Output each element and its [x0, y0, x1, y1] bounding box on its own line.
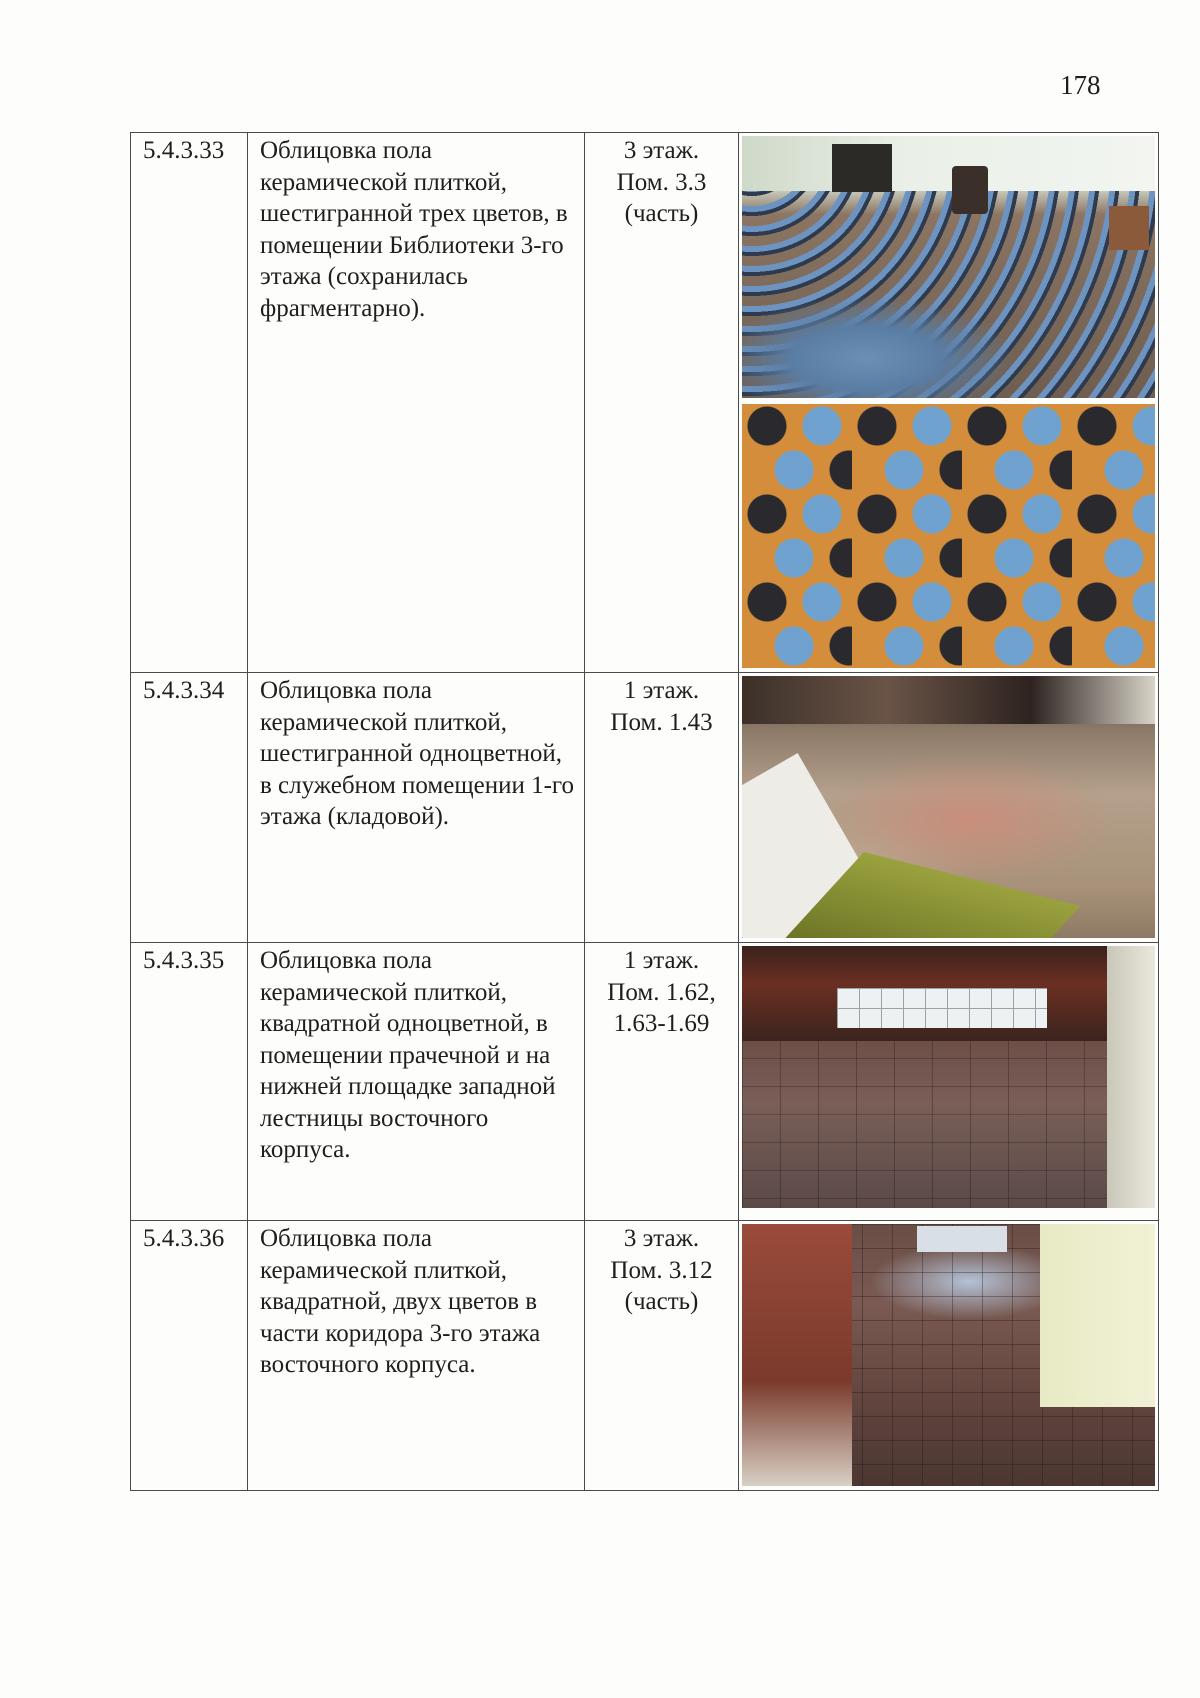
item-location: [585, 133, 739, 673]
item-location: [585, 943, 739, 1221]
table-row: [131, 673, 1159, 943]
location-room: Пом. 1.62,: [607, 978, 716, 1006]
location-note: (часть): [624, 1288, 699, 1315]
item-description: Облицовка пола керамической плиткой, квадратной, двух цветов в части коридора 3-го этажа восточного корпуса.: [248, 1221, 585, 1491]
storeroom-floor-photo: [742, 676, 1155, 938]
location-note: (часть): [624, 200, 699, 227]
location-floor: 3 этаж.: [623, 1225, 700, 1252]
table-row: [131, 133, 1159, 673]
item-photos: [739, 1221, 1159, 1491]
item-location: [585, 1221, 739, 1491]
location-floor: 1 этаж.: [623, 947, 700, 974]
location-room: Пом. 1.43: [610, 708, 713, 736]
item-photos: [739, 133, 1159, 673]
page-number: 178: [1060, 70, 1101, 100]
location-note: 1.63-1.69: [613, 1010, 710, 1037]
heritage-elements-table: [130, 132, 1159, 1491]
table-row: [131, 1221, 1159, 1491]
corridor-floor-photo: [742, 1224, 1155, 1486]
item-number: 5.4.3.36: [131, 1221, 248, 1491]
item-number: 5.4.3.35: [131, 943, 248, 1221]
hexagon-tile-closeup-photo: [742, 404, 1155, 668]
item-description: Облицовка пола керамической плиткой, шестигранной трех цветов, в помещении Библиотеки 3-го этажа (сохранилась фрагментарно).: [248, 133, 585, 673]
location-room: Пом. 3.12: [610, 1256, 713, 1284]
item-photos: [739, 943, 1159, 1221]
location-floor: 3 этаж.: [623, 137, 700, 164]
item-description: Облицовка пола керамической плиткой, шестигранной одноцветной, в служебном помещении 1-го этажа (кладовой).: [248, 673, 585, 943]
laundry-floor-photo: [742, 946, 1155, 1208]
location-room: Пом. 3.3: [616, 168, 707, 196]
item-photos: [739, 673, 1159, 943]
library-hall-photo: [742, 136, 1155, 398]
item-location: [585, 673, 739, 943]
item-description: Облицовка пола керамической плиткой, квадратной одноцветной, в помещении прачечной и на нижней площадке западной лестницы восточного корпуса.: [248, 943, 585, 1221]
item-number: 5.4.3.34: [131, 673, 248, 943]
location-floor: 1 этаж.: [623, 677, 700, 704]
item-number: 5.4.3.33: [131, 133, 248, 673]
table-row: [131, 943, 1159, 1221]
